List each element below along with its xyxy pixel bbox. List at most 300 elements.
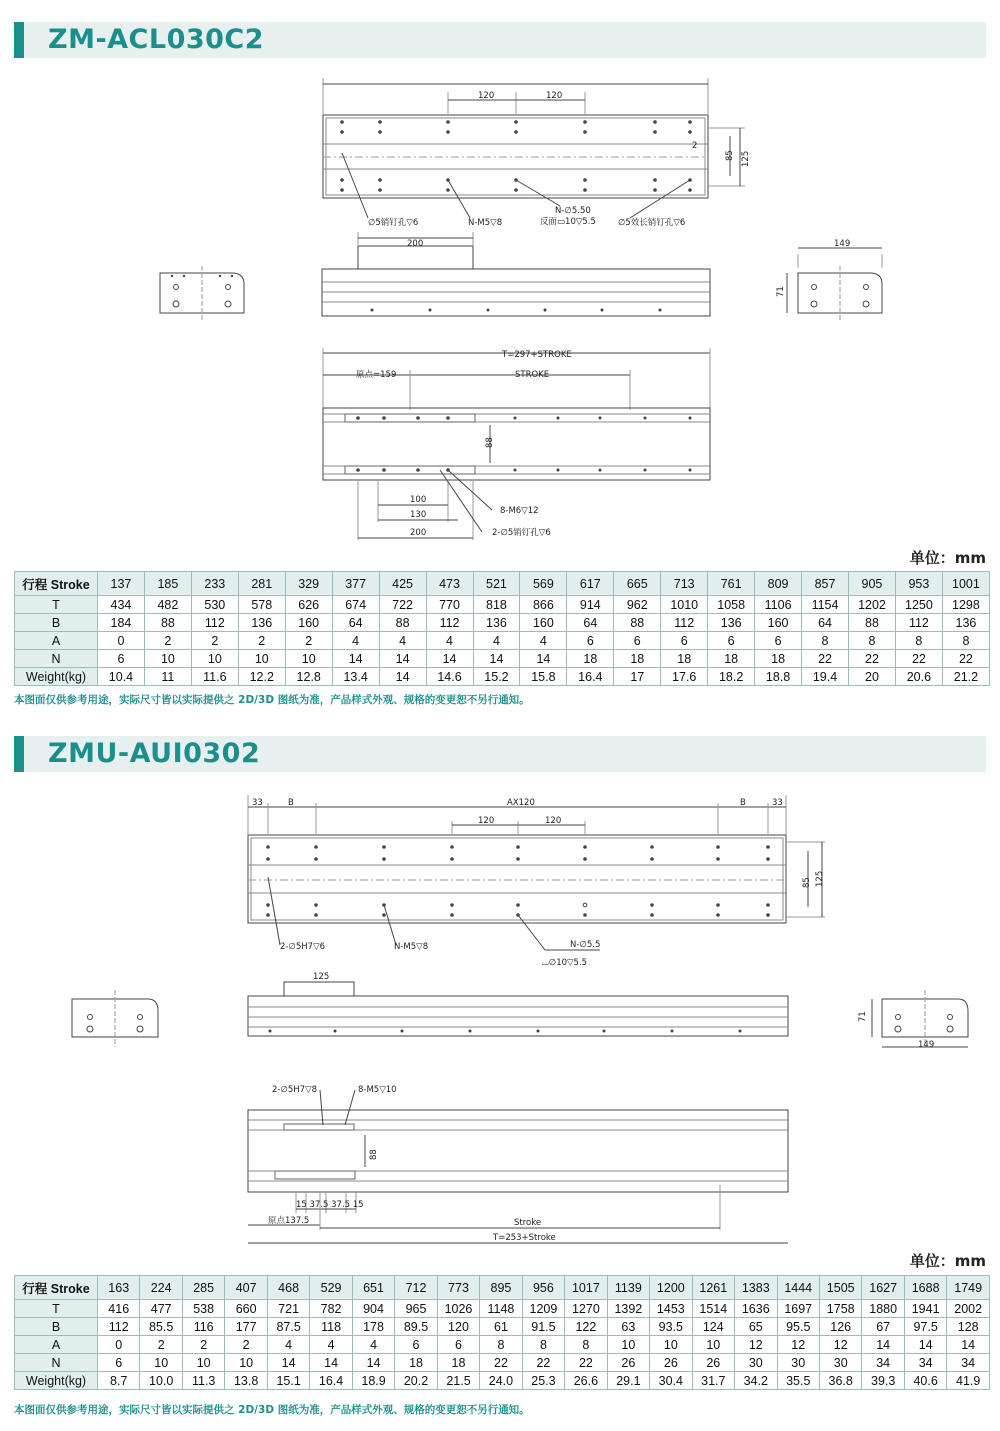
stroke-cell: 529 [310, 1276, 352, 1300]
table-cell: 160 [520, 614, 567, 632]
table-cell: 126 [819, 1318, 861, 1336]
row-label: Weight(kg) [15, 668, 98, 686]
table-cell: 722 [379, 596, 426, 614]
table-cell: 8.7 [98, 1372, 140, 1390]
stroke-cell: 425 [379, 572, 426, 596]
stroke-cell: 1017 [565, 1276, 607, 1300]
table-cell: 1250 [895, 596, 942, 614]
table-cell: 770 [426, 596, 473, 614]
section-header-1 [14, 22, 986, 58]
stroke-cell: 329 [285, 572, 332, 596]
table-cell: 416 [98, 1300, 140, 1318]
stroke-cell: 1444 [777, 1276, 819, 1300]
table-cell: 26.6 [565, 1372, 607, 1390]
table-row-a [15, 1336, 990, 1354]
stroke-label: 行程 Stroke [15, 572, 98, 596]
table-cell: 64 [802, 614, 849, 632]
label-dim-b-left: B [288, 798, 294, 808]
stroke-cell: 1627 [862, 1276, 904, 1300]
section-header-2 [14, 736, 986, 772]
table-row-weight [15, 668, 990, 686]
table-cell: 122 [565, 1318, 607, 1336]
table-cell: 10 [285, 650, 332, 668]
label-dim-71: 71 [776, 286, 786, 297]
table-cell: 36.8 [819, 1372, 861, 1390]
table-cell: 12 [819, 1336, 861, 1354]
label-dim-85: 85 [725, 150, 735, 161]
table-cell: 15.8 [520, 668, 567, 686]
table-cell: 1880 [862, 1300, 904, 1318]
table-cell: 10 [692, 1336, 734, 1354]
table-cell: 4 [520, 632, 567, 650]
side-view [322, 232, 710, 316]
table-cell: 21.2 [942, 668, 989, 686]
left-end-view [72, 990, 158, 1047]
label-dim-71: 71 [858, 1011, 868, 1022]
table-cell: 10 [238, 650, 285, 668]
table-cell: 6 [661, 632, 708, 650]
stroke-cell: 857 [802, 572, 849, 596]
table-cell: 136 [942, 614, 989, 632]
stroke-cell: 224 [140, 1276, 182, 1300]
table-cell: 6 [98, 1354, 140, 1372]
table-cell: 1453 [650, 1300, 692, 1318]
label-pin: 2-∅5H7▽6 [280, 942, 326, 952]
stroke-cell: 809 [755, 572, 802, 596]
table-cell: 1514 [692, 1300, 734, 1318]
stroke-cell: 1139 [607, 1276, 649, 1300]
table-cell: 962 [614, 596, 661, 614]
label-carriage-m6: 8-M6▽12 [500, 506, 539, 516]
table-cell: 26 [607, 1354, 649, 1372]
header-accent-bar [14, 736, 24, 772]
stroke-row [15, 1276, 990, 1300]
side-view [248, 982, 788, 1036]
table-cell: 1298 [942, 596, 989, 614]
table-cell: 6 [98, 650, 145, 668]
table-cell: 30 [735, 1354, 777, 1372]
table-cell: 112 [426, 614, 473, 632]
table-cell: 4 [310, 1336, 352, 1354]
table-cell: 1392 [607, 1300, 649, 1318]
table-cell: 116 [182, 1318, 224, 1336]
table-cell: 22 [522, 1354, 564, 1372]
table-cell: 112 [191, 614, 238, 632]
label-dim-120b: 120 [546, 91, 563, 101]
table-cell: 160 [285, 614, 332, 632]
table-cell: 25.3 [522, 1372, 564, 1390]
stroke-cell: 712 [395, 1276, 437, 1300]
table-cell: 26 [650, 1354, 692, 1372]
stroke-cell: 233 [191, 572, 238, 596]
row-label: T [15, 1300, 98, 1318]
label-carriage-m5: 8-M5▽10 [358, 1085, 397, 1095]
header-accent-bar [14, 22, 24, 58]
table-cell: 1941 [904, 1300, 946, 1318]
label-dim-149: 149 [834, 239, 851, 249]
table-cell: 4 [352, 1336, 394, 1354]
table-cell: 18 [437, 1354, 479, 1372]
table-cell: 1106 [755, 596, 802, 614]
label-dim-88: 88 [369, 1149, 379, 1160]
table-row-a [15, 632, 990, 650]
table-cell: 124 [692, 1318, 734, 1336]
table-cell: 6 [395, 1336, 437, 1354]
table-cell: 2 [285, 632, 332, 650]
table-cell: 18 [567, 650, 614, 668]
table-cell: 136 [708, 614, 755, 632]
table-cell: 13.8 [225, 1372, 267, 1390]
table-cell: 11.6 [191, 668, 238, 686]
table-cell: 1026 [437, 1300, 479, 1318]
table-cell: 12 [777, 1336, 819, 1354]
stroke-cell: 281 [238, 572, 285, 596]
stroke-cell: 713 [661, 572, 708, 596]
table-cell: 41.9 [947, 1372, 990, 1390]
table-cell: 61 [480, 1318, 522, 1336]
table-cell: 14 [862, 1336, 904, 1354]
table-cell: 34 [904, 1354, 946, 1372]
section-title: ZM-ACL030C2 [48, 24, 265, 55]
table-cell: 6 [755, 632, 802, 650]
label-origin: 原点=159 [356, 370, 397, 380]
table-cell: 2 [182, 1336, 224, 1354]
table-cell: 18.9 [352, 1372, 394, 1390]
table-cell: 120 [437, 1318, 479, 1336]
table-cell: 18 [708, 650, 755, 668]
table-cell: 29.1 [607, 1372, 649, 1390]
label-stroke: STROKE [515, 370, 550, 380]
table-cell: 1010 [661, 596, 708, 614]
table-cell: 178 [352, 1318, 394, 1336]
label-dim-88: 88 [485, 437, 495, 448]
table-cell: 10 [182, 1354, 224, 1372]
label-origin: 原点137.5 [268, 1216, 310, 1226]
table-cell: 24.0 [480, 1372, 522, 1390]
table-cell: 6 [708, 632, 755, 650]
label-tap-m5: N-M5▽8 [468, 218, 503, 228]
stroke-cell: 1001 [942, 572, 989, 596]
table-cell: 482 [144, 596, 191, 614]
table-cell: 10 [140, 1354, 182, 1372]
table-cell: 34 [862, 1354, 904, 1372]
table-cell: 22 [802, 650, 849, 668]
table-cell: 10.0 [140, 1372, 182, 1390]
table-cell: 14 [947, 1336, 990, 1354]
table-cell: 6 [614, 632, 661, 650]
table-cell: 10 [650, 1336, 692, 1354]
table-cell: 95.5 [777, 1318, 819, 1336]
spec-table-1 [14, 571, 990, 686]
label-pin-slot: ∅5效长销钉孔▽6 [618, 218, 686, 228]
stroke-cell: 773 [437, 1276, 479, 1300]
stroke-cell: 905 [849, 572, 896, 596]
stroke-cell: 1261 [692, 1276, 734, 1300]
label-dim-200-bot: 200 [410, 528, 427, 538]
table-cell: 17 [614, 668, 661, 686]
stroke-label: 行程 Stroke [15, 1276, 98, 1300]
table-cell: 89.5 [395, 1318, 437, 1336]
table-cell: 22 [565, 1354, 607, 1372]
table-cell: 4 [379, 632, 426, 650]
table-cell: 30 [777, 1354, 819, 1372]
table-cell: 85.5 [140, 1318, 182, 1336]
table-cell: 8 [480, 1336, 522, 1354]
table-cell: 904 [352, 1300, 394, 1318]
table-cell: 1758 [819, 1300, 861, 1318]
stroke-cell: 285 [182, 1276, 224, 1300]
label-dim-33b: 33 [772, 798, 783, 808]
table-cell: 34.2 [735, 1372, 777, 1390]
table-cell: 14 [426, 650, 473, 668]
table-cell: 88 [614, 614, 661, 632]
table-cell: 88 [144, 614, 191, 632]
row-label: B [15, 614, 98, 632]
stroke-cell: 137 [98, 572, 145, 596]
label-dim-125: 125 [815, 870, 825, 887]
table-cell: 8 [849, 632, 896, 650]
table-cell: 14 [473, 650, 520, 668]
label-stroke: Stroke [514, 1218, 542, 1228]
table-cell: 538 [182, 1300, 224, 1318]
table-cell: 14 [332, 650, 379, 668]
table-cell: 30.4 [650, 1372, 692, 1390]
table-cell: 14 [267, 1354, 309, 1372]
stroke-cell: 473 [426, 572, 473, 596]
table-cell: 0 [98, 1336, 140, 1354]
table-cell: 39.3 [862, 1372, 904, 1390]
table-cell: 14.6 [426, 668, 473, 686]
table-cell: 35.5 [777, 1372, 819, 1390]
stroke-cell: 377 [332, 572, 379, 596]
table-cell: 1202 [849, 596, 896, 614]
section-title: ZMU-AUI0302 [48, 738, 261, 769]
row-label: N [15, 650, 98, 668]
table-cell: 97.5 [904, 1318, 946, 1336]
unit-label: 单位：mm [909, 549, 986, 567]
table-cell: 16.4 [567, 668, 614, 686]
table-cell: 65 [735, 1318, 777, 1336]
table-cell: 4 [473, 632, 520, 650]
table-cell: 64 [332, 614, 379, 632]
table-cell: 20.2 [395, 1372, 437, 1390]
label-dim-85: 85 [802, 877, 812, 888]
table-cell: 477 [140, 1300, 182, 1318]
table-cell: 15.2 [473, 668, 520, 686]
row-label: B [15, 1318, 98, 1336]
table-cell: 674 [332, 596, 379, 614]
stroke-cell: 407 [225, 1276, 267, 1300]
right-end-view [787, 248, 882, 320]
table-cell: 22 [895, 650, 942, 668]
table-cell: 14 [904, 1336, 946, 1354]
table-cell: 20 [849, 668, 896, 686]
stroke-cell: 761 [708, 572, 755, 596]
table-cell: 10 [607, 1336, 649, 1354]
stroke-cell: 617 [567, 572, 614, 596]
stroke-cell: 468 [267, 1276, 309, 1300]
table-cell: 22 [480, 1354, 522, 1372]
table-cell: 17.6 [661, 668, 708, 686]
stroke-cell: 651 [352, 1276, 394, 1300]
table-cell: 40.6 [904, 1372, 946, 1390]
table-cell: 8 [522, 1336, 564, 1354]
table-cell: 12.8 [285, 668, 332, 686]
table-cell: 10 [225, 1354, 267, 1372]
table-cell: 18.2 [708, 668, 755, 686]
table-cell: 11 [144, 668, 191, 686]
table-cell: 136 [473, 614, 520, 632]
table-cell: 18.8 [755, 668, 802, 686]
row-label: T [15, 596, 98, 614]
table-cell: 22 [942, 650, 989, 668]
stroke-cell: 953 [895, 572, 942, 596]
top-view [323, 78, 745, 218]
table-cell: 8 [802, 632, 849, 650]
table-cell: 22 [849, 650, 896, 668]
table-cell: 13.4 [332, 668, 379, 686]
table-cell: 128 [947, 1318, 990, 1336]
table-cell: 112 [661, 614, 708, 632]
stroke-cell: 956 [522, 1276, 564, 1300]
table-cell: 10 [144, 650, 191, 668]
table-cell: 26 [692, 1354, 734, 1372]
stroke-cell: 1383 [735, 1276, 777, 1300]
table-cell: 866 [520, 596, 567, 614]
label-dim-ax120: AX120 [507, 798, 535, 808]
table-cell: 91.5 [522, 1318, 564, 1336]
label-dim-125: 125 [741, 150, 751, 167]
label-counterbore: 反面▭10▽5.5 [540, 217, 596, 227]
label-dim-130: 130 [410, 510, 427, 520]
table-cell: 626 [285, 596, 332, 614]
table-cell: 14 [310, 1354, 352, 1372]
table-cell: 2 [140, 1336, 182, 1354]
table-cell: 88 [849, 614, 896, 632]
table-cell: 1154 [802, 596, 849, 614]
table-cell: 18 [614, 650, 661, 668]
table-cell: 177 [225, 1318, 267, 1336]
table-cell: 2 [144, 632, 191, 650]
stroke-cell: 163 [98, 1276, 140, 1300]
table-cell: 4 [332, 632, 379, 650]
table-cell: 67 [862, 1318, 904, 1336]
table-cell: 184 [98, 614, 145, 632]
label-dim-200-top: 200 [407, 239, 424, 249]
label-t-total: T=297+STROKE [502, 350, 572, 360]
table-cell: 10.4 [98, 668, 145, 686]
stroke-cell: 185 [144, 572, 191, 596]
label-dim-2: 2 [692, 141, 698, 151]
row-label: N [15, 1354, 98, 1372]
table-cell: 63 [607, 1318, 649, 1336]
label-dim-125-top: 125 [313, 972, 330, 982]
table-cell: 93.5 [650, 1318, 692, 1336]
row-label: A [15, 1336, 98, 1354]
drawing-labels [356, 91, 850, 538]
stroke-cell: 1505 [819, 1276, 861, 1300]
table-cell: 118 [310, 1318, 352, 1336]
table-cell: 578 [238, 596, 285, 614]
table-cell: 2 [225, 1336, 267, 1354]
label-dim-100: 100 [410, 495, 427, 505]
stroke-cell: 569 [520, 572, 567, 596]
table-cell: 64 [567, 614, 614, 632]
table-cell: 1058 [708, 596, 755, 614]
table-cell: 18 [395, 1354, 437, 1372]
table-cell: 15.1 [267, 1372, 309, 1390]
table-cell: 18 [661, 650, 708, 668]
stroke-cell: 895 [480, 1276, 522, 1300]
label-hole-n: N-∅5.5 [570, 940, 601, 950]
label-carriage-pin: 2-∅5销钉孔▽6 [492, 528, 551, 538]
table-cell: 8 [895, 632, 942, 650]
table-row-n [15, 1354, 990, 1372]
table-cell: 112 [895, 614, 942, 632]
label-dim-120b: 120 [545, 816, 562, 826]
table-cell: 1209 [522, 1300, 564, 1318]
table-cell: 14 [520, 650, 567, 668]
table-cell: 14 [379, 650, 426, 668]
table-cell: 2 [191, 632, 238, 650]
table-cell: 721 [267, 1300, 309, 1318]
table-cell: 136 [238, 614, 285, 632]
table-cell: 4 [426, 632, 473, 650]
table-cell: 782 [310, 1300, 352, 1318]
label-tap-m5: N-M5▽8 [394, 942, 429, 952]
disclaimer-note: 本图面仅供参考用途，实际尺寸皆以实际提供之 2D/3D 图纸为准，产品样式外观、规格的变更恕不另行通知。 [14, 694, 530, 706]
table-cell: 34 [947, 1354, 990, 1372]
table-cell: 1636 [735, 1300, 777, 1318]
table-cell: 6 [567, 632, 614, 650]
unit-label: 单位：mm [909, 1252, 986, 1270]
label-carriage-pin: 2-∅5H7▽8 [272, 1085, 318, 1095]
table-cell: 14 [379, 668, 426, 686]
label-dim-33a: 33 [252, 798, 263, 808]
disclaimer-note: 本图面仅供参考用途，实际尺寸皆以实际提供之 2D/3D 图纸为准，产品样式外观、规格的变更恕不另行通知。 [14, 1404, 530, 1416]
table-cell: 30 [819, 1354, 861, 1372]
table-cell: 88 [379, 614, 426, 632]
table-cell: 21.5 [437, 1372, 479, 1390]
drawing-zmu-aui0302 [0, 785, 1000, 1255]
stroke-cell: 1688 [904, 1276, 946, 1300]
table-cell: 2 [238, 632, 285, 650]
left-end-view [160, 266, 244, 320]
table-cell: 112 [98, 1318, 140, 1336]
table-cell: 20.6 [895, 668, 942, 686]
label-dim-149: 149 [918, 1040, 935, 1050]
stroke-cell: 665 [614, 572, 661, 596]
stroke-row [15, 572, 990, 596]
right-end-view [872, 990, 968, 1047]
table-cell: 11.3 [182, 1372, 224, 1390]
spec-table-2 [14, 1275, 990, 1390]
stroke-cell: 1200 [650, 1276, 692, 1300]
label-dim-120a: 120 [478, 816, 495, 826]
table-cell: 434 [98, 596, 145, 614]
table-row-t [15, 1300, 990, 1318]
table-row-b [15, 1318, 990, 1336]
table-row-weight [15, 1372, 990, 1390]
stroke-cell: 521 [473, 572, 520, 596]
top-view [248, 795, 825, 950]
table-cell: 160 [755, 614, 802, 632]
table-cell: 8 [942, 632, 989, 650]
stroke-cell: 1749 [947, 1276, 990, 1300]
table-cell: 19.4 [802, 668, 849, 686]
label-dim-120a: 120 [478, 91, 495, 101]
table-cell: 14 [352, 1354, 394, 1372]
